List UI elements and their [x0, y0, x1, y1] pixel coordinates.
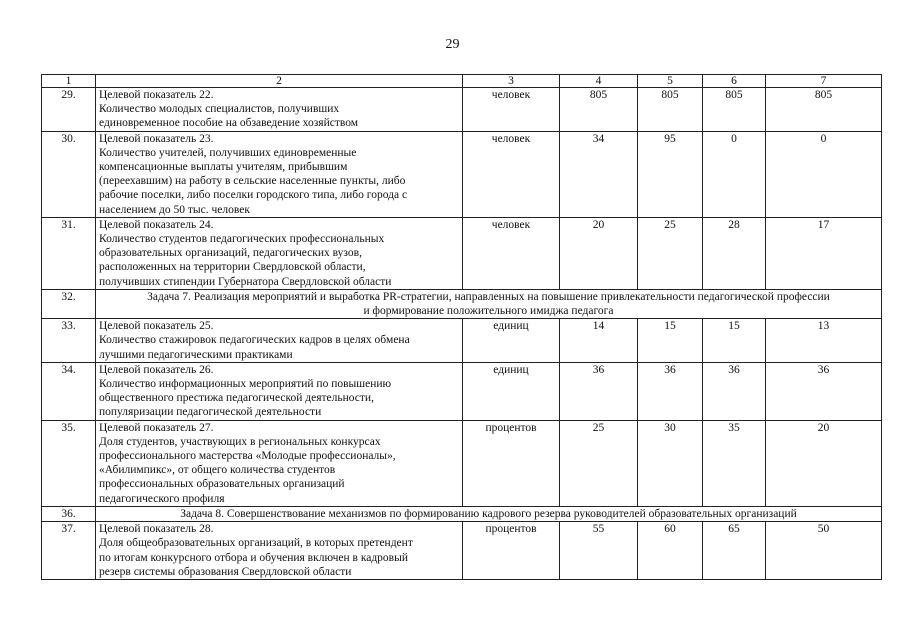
row-number: 36.	[42, 506, 96, 521]
row-number: 37.	[42, 522, 96, 580]
text-line: Целевой показатель 28.	[99, 523, 214, 536]
indicator-name	[96, 420, 463, 506]
value-col-4: 14	[560, 319, 638, 363]
row-number: 31.	[42, 217, 96, 289]
indicator-name	[96, 362, 463, 420]
value-col-7: 13	[766, 319, 882, 363]
text-line: Целевой показатель 24.	[99, 218, 214, 231]
row-number: 29.	[42, 88, 96, 132]
text-line: единовременное пособие на обзаведение хозяйством	[99, 117, 359, 130]
table-row	[42, 362, 882, 420]
task-row	[42, 289, 882, 318]
value-col-5: 15	[638, 319, 703, 363]
text-line: Целевой показатель 27.	[99, 421, 214, 434]
unit-of-measure: человек	[463, 88, 560, 132]
value-col-7: 36	[766, 362, 882, 420]
row-number: 32.	[42, 289, 96, 318]
value-col-7: 17	[766, 217, 882, 289]
column-number-row	[42, 75, 882, 88]
text-line: резерв системы образования Свердловской области	[99, 565, 352, 578]
row-number: 35.	[42, 420, 96, 506]
indicator-name	[96, 88, 463, 132]
value-col-4: 34	[560, 131, 638, 217]
text-line: лучшими педагогическими практиками	[99, 348, 293, 361]
value-col-7: 50	[766, 522, 882, 580]
value-col-5: 25	[638, 217, 703, 289]
value-col-7: 805	[766, 88, 882, 132]
value-col-5: 95	[638, 131, 703, 217]
text-line: общественного престижа педагогической деятельности,	[99, 392, 374, 405]
value-col-6: 35	[703, 420, 766, 506]
indicator-name	[96, 217, 463, 289]
value-col-6: 805	[703, 88, 766, 132]
text-line: и формирование положительного имиджа педагога	[363, 305, 614, 318]
value-col-4: 55	[560, 522, 638, 580]
value-col-6: 65	[703, 522, 766, 580]
text-line: Количество учителей, получивших единовременные	[99, 146, 357, 159]
text-line: по итогам конкурсного отбора и обучения включен в кадровый	[99, 551, 408, 564]
task-title	[96, 289, 882, 318]
page-number: 29	[445, 37, 460, 52]
table-row	[42, 522, 882, 580]
unit-of-measure: единиц	[463, 319, 560, 363]
text-line: Количество стажировок педагогических кадров в целях обмена	[99, 334, 410, 347]
unit-of-measure: человек	[463, 217, 560, 289]
text-line: педагогического профиля	[99, 492, 225, 505]
value-col-5: 36	[638, 362, 703, 420]
text-line: Целевой показатель 25.	[99, 320, 214, 333]
text-line: Количество студентов педагогических профессиональных	[99, 233, 385, 246]
value-col-4: 20	[560, 217, 638, 289]
value-col-5: 60	[638, 522, 703, 580]
table-body	[42, 75, 882, 580]
text-line: профессиональных образовательных организаций	[99, 478, 345, 491]
table-row	[42, 217, 882, 289]
unit-of-measure: процентов	[463, 420, 560, 506]
value-col-4: 36	[560, 362, 638, 420]
table-row	[42, 88, 882, 132]
column-header-3: 3	[463, 75, 560, 88]
column-header-6: 6	[703, 75, 766, 88]
unit-of-measure: человек	[463, 131, 560, 217]
value-col-4: 805	[560, 88, 638, 132]
unit-of-measure: процентов	[463, 522, 560, 580]
unit-of-measure: единиц	[463, 362, 560, 420]
row-number: 33.	[42, 319, 96, 363]
row-number: 34.	[42, 362, 96, 420]
text-line: (переехавшим) на работу в сельские населенные пункты, либо	[99, 175, 406, 188]
value-col-6: 36	[703, 362, 766, 420]
table-row	[42, 131, 882, 217]
row-number: 30.	[42, 131, 96, 217]
text-line: Количество молодых специалистов, получивших	[99, 103, 340, 116]
text-line: получивших стипендии Губернатора Свердловской области	[99, 275, 392, 288]
text-line: населением до 50 тыс. человек	[99, 203, 250, 216]
text-line: Целевой показатель 26.	[99, 363, 214, 376]
text-line: популяризации педагогической деятельности	[99, 406, 322, 419]
indicator-name	[96, 319, 463, 363]
value-col-6: 15	[703, 319, 766, 363]
text-line: Задача 8. Совершенствование механизмов по формированию кадрового резерва руководителей образовательных организаций	[180, 507, 797, 520]
text-line: Целевой показатель 23.	[99, 132, 214, 145]
value-col-7: 20	[766, 420, 882, 506]
text-line: рабочие поселки, либо поселки городского типа, либо города с	[99, 189, 408, 202]
task-title	[96, 506, 882, 521]
column-header-2: 2	[96, 75, 463, 88]
value-col-7: 0	[766, 131, 882, 217]
indicator-name	[96, 131, 463, 217]
text-line: Целевой показатель 22.	[99, 89, 214, 101]
table-row	[42, 420, 882, 506]
value-col-4: 25	[560, 420, 638, 506]
column-header-4: 4	[560, 75, 638, 88]
value-col-5: 30	[638, 420, 703, 506]
value-col-6: 28	[703, 217, 766, 289]
text-line: «Абилимпикс», от общего количества студентов	[99, 464, 336, 477]
text-line: Количество информационных мероприятий по повышению	[99, 378, 392, 391]
column-header-5: 5	[638, 75, 703, 88]
task-row	[42, 506, 882, 521]
value-col-6: 0	[703, 131, 766, 217]
indicators-table	[41, 74, 882, 580]
text-line: Доля студентов, участвующих в региональных конкурсах	[99, 435, 381, 448]
value-col-5: 805	[638, 88, 703, 132]
column-header-1: 1	[42, 75, 96, 88]
text-line: расположенных на территории Свердловской области,	[99, 261, 366, 274]
text-line: компенсационные выплаты учителям, прибывшим	[99, 161, 348, 174]
text-line: Задача 7. Реализация мероприятий и выработка PR-стратегии, направленных на повышение привлекательности педагогической профессии	[147, 290, 830, 303]
indicator-name	[96, 522, 463, 580]
text-line: профессионального мастерства «Молодые профессионалы»,	[99, 450, 396, 463]
text-line: образовательных организаций, педагогических вузов,	[99, 247, 362, 260]
table-row	[42, 319, 882, 363]
column-header-7: 7	[766, 75, 882, 88]
text-line: Доля общеобразовательных организаций, в которых претендент	[99, 537, 413, 550]
